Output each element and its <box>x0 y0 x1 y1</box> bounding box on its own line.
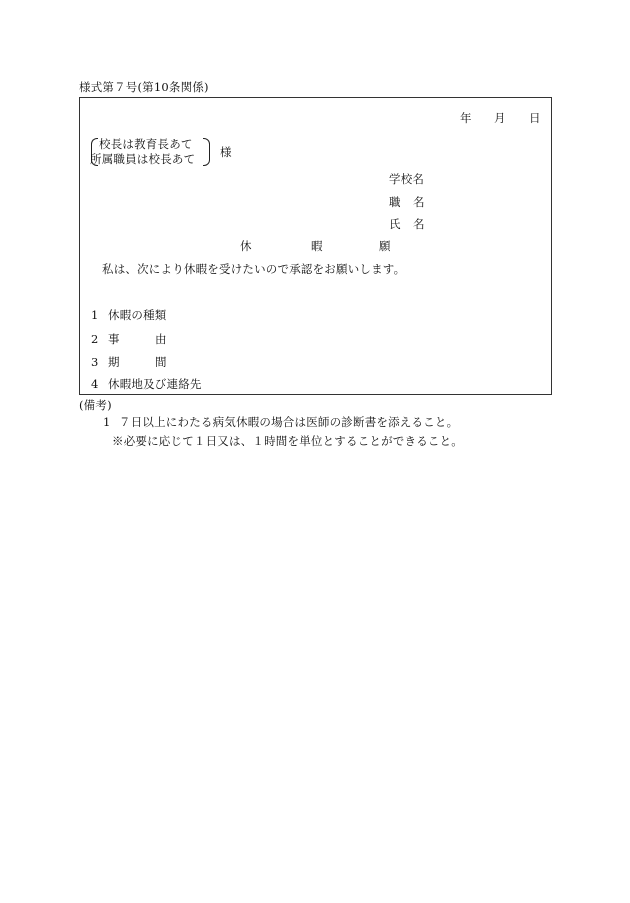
intro-text: 私は、次により休暇を受けたいので承認をお願いします。 <box>102 262 406 276</box>
item-3-label-b: 間 <box>155 355 167 369</box>
date-year-label: 年 <box>460 111 472 125</box>
addressee-line-2: 所属職員は校長あて <box>90 152 196 166</box>
job-title-label-char2: 名 <box>413 195 425 209</box>
addressee-honorific: 様 <box>220 145 232 159</box>
full-name-label-char1: 氏 <box>389 217 401 231</box>
item-4-number: 4 <box>91 377 99 391</box>
heading-char-1: 休 <box>240 239 252 253</box>
job-title-label-char1: 職 <box>389 195 401 209</box>
form-title: 様式第７号(第10条関係) <box>79 80 209 94</box>
item-4-label: 休暇地及び連絡先 <box>108 377 202 391</box>
remark-1-number: 1 <box>103 415 111 429</box>
item-1-number: 1 <box>91 308 99 322</box>
addressee-right-bracket <box>203 138 210 166</box>
addressee-line-1: 校長は教育長あて <box>99 137 193 151</box>
remark-1-text: ７日以上にわたる病気休暇の場合は医師の診断書を添えること。 <box>119 415 459 429</box>
remark-2-text: ※必要に応じて１日又は、１時間を単位とすることができること。 <box>112 434 463 448</box>
item-2-label-a: 事 <box>108 332 120 346</box>
item-2-number: 2 <box>91 332 99 346</box>
heading-char-3: 願 <box>379 239 391 253</box>
school-name-label: 学校名 <box>389 172 425 186</box>
date-day-label: 日 <box>529 111 541 125</box>
date-month-label: 月 <box>494 111 506 125</box>
item-3-label-a: 期 <box>108 355 120 369</box>
item-3-number: 3 <box>91 355 99 369</box>
heading-char-2: 暇 <box>311 239 323 253</box>
item-1-label: 休暇の種類 <box>108 308 167 322</box>
remarks-title: (備考) <box>79 398 112 412</box>
full-name-label-char2: 名 <box>413 217 425 231</box>
item-2-label-b: 由 <box>155 332 167 346</box>
